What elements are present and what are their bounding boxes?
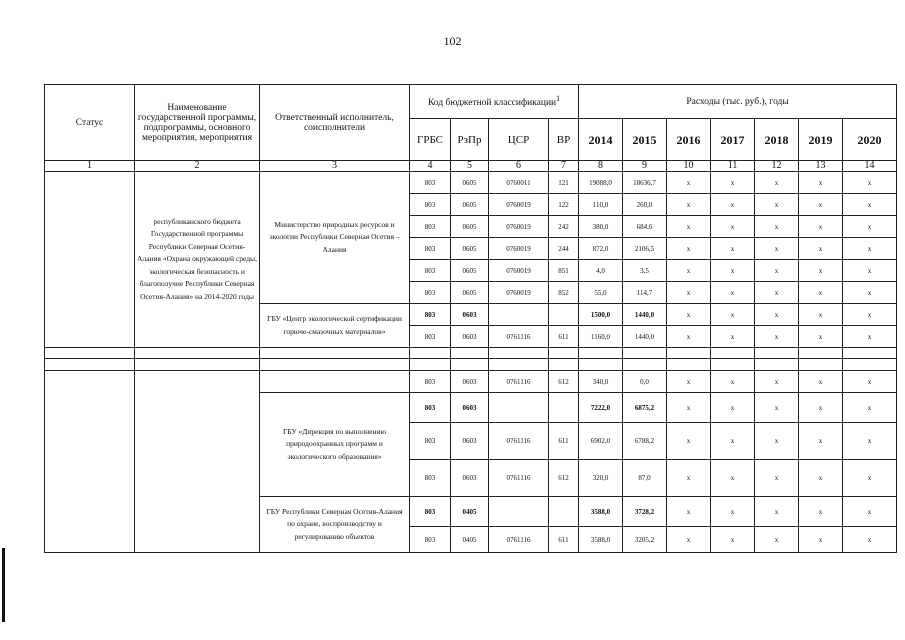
- empty-cell: [667, 359, 711, 371]
- name-cell: [135, 371, 260, 553]
- y2014-cell: 1500,0: [579, 304, 623, 326]
- vr-cell: [549, 497, 579, 527]
- x-cell: х: [755, 326, 799, 348]
- x-cell: х: [843, 304, 897, 326]
- x-cell: х: [799, 260, 843, 282]
- x-cell: х: [799, 238, 843, 260]
- csr-cell: 0761116: [489, 460, 549, 497]
- csr-cell: [489, 304, 549, 326]
- x-cell: х: [667, 194, 711, 216]
- vr-cell: 612: [549, 460, 579, 497]
- x-cell: х: [711, 282, 755, 304]
- vr-cell: [549, 393, 579, 423]
- x-cell: х: [755, 423, 799, 460]
- y2014-cell: 1160,0: [579, 326, 623, 348]
- x-cell: х: [667, 393, 711, 423]
- x-cell: х: [711, 371, 755, 393]
- rzpr-cell: 0405: [451, 497, 489, 527]
- x-cell: х: [843, 371, 897, 393]
- y2015-cell: 114,7: [623, 282, 667, 304]
- empty-cell: [45, 359, 135, 371]
- header-code-csr: ЦСР: [489, 119, 549, 161]
- executor-center-cell: ГБУ «Центр экологической сертификации горюче-смазочных материалов»: [260, 304, 410, 348]
- header-year-2019: 2019: [799, 119, 843, 161]
- x-cell: х: [667, 423, 711, 460]
- grbs-cell: 803: [410, 326, 451, 348]
- rzpr-cell: 0605: [451, 260, 489, 282]
- rzpr-cell: 0605: [451, 238, 489, 260]
- x-cell: х: [755, 371, 799, 393]
- grbs-cell: 803: [410, 423, 451, 460]
- y2015-cell: 87,0: [623, 460, 667, 497]
- vr-cell: 611: [549, 527, 579, 553]
- y2015-cell: 6875,2: [623, 393, 667, 423]
- x-cell: х: [711, 326, 755, 348]
- executor-ministry-cell: Министерство природных ресурсов и экологии Республики Северная Осетия – Алания: [260, 172, 410, 304]
- header-expenses: Расходы (тыс. руб.), годы: [579, 85, 897, 119]
- col-number: 1: [45, 161, 135, 172]
- scan-edge-mark: [2, 548, 5, 622]
- col-number: 7: [549, 161, 579, 172]
- rzpr-cell: 0605: [451, 282, 489, 304]
- x-cell: х: [843, 260, 897, 282]
- empty-cell: [410, 359, 451, 371]
- x-cell: х: [711, 423, 755, 460]
- empty-cell: [549, 359, 579, 371]
- x-cell: х: [667, 238, 711, 260]
- col-number: 13: [799, 161, 843, 172]
- empty-cell: [667, 348, 711, 359]
- y2014-cell: 4,0: [579, 260, 623, 282]
- empty-cell: [843, 359, 897, 371]
- csr-cell: 0760019: [489, 282, 549, 304]
- csr-cell: 0760019: [489, 260, 549, 282]
- column-number-row: [45, 161, 897, 172]
- rzpr-cell: 0603: [451, 304, 489, 326]
- x-cell: х: [843, 527, 897, 553]
- grbs-cell: 803: [410, 260, 451, 282]
- x-cell: х: [755, 527, 799, 553]
- empty-cell: [135, 348, 260, 359]
- x-cell: х: [711, 172, 755, 194]
- col-number: 10: [667, 161, 711, 172]
- x-cell: х: [843, 194, 897, 216]
- executor-directorate-cell: ГБУ «Дирекция по выполнению природоохранных программ и экологического образования»: [260, 393, 410, 497]
- empty-cell: [623, 348, 667, 359]
- x-cell: х: [843, 393, 897, 423]
- header-kbk-footnote: 1: [556, 94, 561, 104]
- grbs-cell: 803: [410, 371, 451, 393]
- empty-cell: [579, 348, 623, 359]
- x-cell: х: [667, 326, 711, 348]
- x-cell: х: [843, 326, 897, 348]
- status-cell: [45, 172, 135, 348]
- rzpr-cell: 0603: [451, 371, 489, 393]
- grbs-cell: 803: [410, 238, 451, 260]
- x-cell: х: [755, 238, 799, 260]
- rzpr-cell: 0603: [451, 393, 489, 423]
- y2014-cell: 320,0: [579, 460, 623, 497]
- csr-cell: 0761116: [489, 527, 549, 553]
- x-cell: х: [755, 216, 799, 238]
- x-cell: х: [799, 423, 843, 460]
- y2015-cell: 3,5: [623, 260, 667, 282]
- y2014-cell: 6902,0: [579, 423, 623, 460]
- x-cell: х: [799, 371, 843, 393]
- rzpr-cell: 0405: [451, 527, 489, 553]
- empty-cell: [755, 359, 799, 371]
- y2014-cell: 3588,0: [579, 497, 623, 527]
- x-cell: х: [799, 393, 843, 423]
- grbs-cell: 803: [410, 460, 451, 497]
- vr-cell: 852: [549, 282, 579, 304]
- header-year-2015: 2015: [623, 119, 667, 161]
- col-number: 11: [711, 161, 755, 172]
- vr-cell: 611: [549, 423, 579, 460]
- x-cell: х: [843, 460, 897, 497]
- y2014-cell: 872,0: [579, 238, 623, 260]
- col-number: 6: [489, 161, 549, 172]
- x-cell: х: [843, 282, 897, 304]
- y2015-cell: 2106,5: [623, 238, 667, 260]
- empty-cell: [755, 348, 799, 359]
- empty-cell: [451, 359, 489, 371]
- x-cell: х: [799, 326, 843, 348]
- x-cell: х: [667, 172, 711, 194]
- x-cell: х: [711, 238, 755, 260]
- y2015-cell: 1440,0: [623, 304, 667, 326]
- rzpr-cell: 0603: [451, 326, 489, 348]
- page-number: 102: [443, 34, 462, 48]
- executor-cell: [260, 371, 410, 393]
- col-number: 12: [755, 161, 799, 172]
- gap-row: [45, 348, 897, 359]
- col-number: 4: [410, 161, 451, 172]
- x-cell: х: [755, 304, 799, 326]
- x-cell: х: [711, 216, 755, 238]
- empty-cell: [549, 348, 579, 359]
- csr-cell: 0760011: [489, 172, 549, 194]
- x-cell: х: [667, 497, 711, 527]
- empty-cell: [843, 348, 897, 359]
- empty-cell: [799, 348, 843, 359]
- executor-protection-cell: ГБУ Республики Северная Осетия-Алания по охране, воспроизводству и регулированию объектов: [260, 497, 410, 553]
- csr-cell: [489, 497, 549, 527]
- x-cell: х: [843, 497, 897, 527]
- empty-cell: [45, 348, 135, 359]
- x-cell: х: [755, 172, 799, 194]
- x-cell: х: [711, 497, 755, 527]
- header-executor: Ответственный исполнитель, соисполнители: [260, 85, 410, 161]
- grbs-cell: 803: [410, 393, 451, 423]
- y2014-cell: 340,0: [579, 371, 623, 393]
- csr-cell: 0760019: [489, 238, 549, 260]
- table-row: [45, 371, 897, 393]
- x-cell: х: [799, 304, 843, 326]
- x-cell: х: [755, 194, 799, 216]
- empty-cell: [260, 348, 410, 359]
- y2015-cell: 260,0: [623, 194, 667, 216]
- x-cell: х: [799, 172, 843, 194]
- x-cell: х: [755, 260, 799, 282]
- header-kbk: [410, 85, 579, 119]
- x-cell: х: [711, 460, 755, 497]
- header-name: Наименование государственной программы, подпрограммы, основного мероприятия, мероприятия: [135, 85, 260, 161]
- rzpr-cell: 0605: [451, 216, 489, 238]
- x-cell: х: [755, 393, 799, 423]
- empty-cell: [489, 348, 549, 359]
- vr-cell: 612: [549, 371, 579, 393]
- x-cell: х: [711, 527, 755, 553]
- y2014-cell: 7222,0: [579, 393, 623, 423]
- header-code-grbs: ГРБС: [410, 119, 451, 161]
- empty-cell: [451, 348, 489, 359]
- header-year-2016: 2016: [667, 119, 711, 161]
- empty-cell: [711, 348, 755, 359]
- col-number: 2: [135, 161, 260, 172]
- grbs-cell: 803: [410, 304, 451, 326]
- x-cell: х: [711, 260, 755, 282]
- x-cell: х: [667, 527, 711, 553]
- grbs-cell: 803: [410, 282, 451, 304]
- x-cell: х: [711, 194, 755, 216]
- x-cell: х: [799, 194, 843, 216]
- x-cell: х: [667, 260, 711, 282]
- table-row: [45, 172, 897, 194]
- x-cell: х: [799, 460, 843, 497]
- budget-table: [44, 84, 897, 553]
- rzpr-cell: 0605: [451, 194, 489, 216]
- y2014-cell: 380,0: [579, 216, 623, 238]
- rzpr-cell: 0603: [451, 423, 489, 460]
- vr-cell: 244: [549, 238, 579, 260]
- y2015-cell: 3205,2: [623, 527, 667, 553]
- x-cell: х: [667, 460, 711, 497]
- empty-cell: [489, 359, 549, 371]
- y2015-cell: 18636,7: [623, 172, 667, 194]
- header-row-top: [45, 85, 897, 119]
- empty-cell: [410, 348, 451, 359]
- csr-cell: 0761116: [489, 326, 549, 348]
- header-year-2014: 2014: [579, 119, 623, 161]
- x-cell: х: [711, 393, 755, 423]
- csr-cell: 0761116: [489, 371, 549, 393]
- empty-cell: [711, 359, 755, 371]
- vr-cell: 121: [549, 172, 579, 194]
- y2015-cell: 1440,0: [623, 326, 667, 348]
- csr-cell: 0760019: [489, 216, 549, 238]
- rzpr-cell: 0603: [451, 460, 489, 497]
- x-cell: х: [799, 216, 843, 238]
- rzpr-cell: 0605: [451, 172, 489, 194]
- empty-cell: [135, 359, 260, 371]
- x-cell: х: [799, 497, 843, 527]
- x-cell: х: [711, 304, 755, 326]
- header-code-rzpr: РзПр: [451, 119, 489, 161]
- y2014-cell: 110,0: [579, 194, 623, 216]
- vr-cell: 851: [549, 260, 579, 282]
- vr-cell: 611: [549, 326, 579, 348]
- x-cell: х: [843, 238, 897, 260]
- grbs-cell: 803: [410, 527, 451, 553]
- y2015-cell: 0,0: [623, 371, 667, 393]
- vr-cell: 122: [549, 194, 579, 216]
- y2014-cell: 3588,0: [579, 527, 623, 553]
- csr-cell: 0761116: [489, 423, 549, 460]
- col-number: 14: [843, 161, 897, 172]
- x-cell: х: [799, 527, 843, 553]
- empty-cell: [623, 359, 667, 371]
- col-number: 5: [451, 161, 489, 172]
- x-cell: х: [667, 371, 711, 393]
- x-cell: х: [667, 216, 711, 238]
- csr-cell: [489, 393, 549, 423]
- vr-cell: [549, 304, 579, 326]
- y2015-cell: 3728,2: [623, 497, 667, 527]
- header-year-2020: 2020: [843, 119, 897, 161]
- empty-cell: [579, 359, 623, 371]
- x-cell: х: [755, 497, 799, 527]
- grbs-cell: 803: [410, 216, 451, 238]
- vr-cell: 242: [549, 216, 579, 238]
- x-cell: х: [667, 304, 711, 326]
- header-code-vr: ВР: [549, 119, 579, 161]
- program-name-cell: республиканского бюджета Государственной программы Республики Северная Осетия-Алания «Охрана окружающей среды, экологическая безопасность и благополучие Республики Северная Осетия-Алания» на 2014-2020 годы: [135, 172, 260, 348]
- x-cell: х: [843, 216, 897, 238]
- header-status: Статус: [45, 85, 135, 161]
- header-year-2018: 2018: [755, 119, 799, 161]
- grbs-cell: 803: [410, 194, 451, 216]
- grbs-cell: 803: [410, 497, 451, 527]
- x-cell: х: [755, 282, 799, 304]
- col-number: 8: [579, 161, 623, 172]
- empty-cell: [799, 359, 843, 371]
- y2014-cell: 55,0: [579, 282, 623, 304]
- y2014-cell: 19088,0: [579, 172, 623, 194]
- x-cell: х: [843, 172, 897, 194]
- status-cell: [45, 371, 135, 553]
- empty-cell: [260, 359, 410, 371]
- csr-cell: 0760019: [489, 194, 549, 216]
- col-number: 9: [623, 161, 667, 172]
- col-number: 3: [260, 161, 410, 172]
- header-year-2017: 2017: [711, 119, 755, 161]
- y2015-cell: 684,6: [623, 216, 667, 238]
- x-cell: х: [843, 423, 897, 460]
- grbs-cell: 803: [410, 172, 451, 194]
- header-kbk-text: Код бюджетной классификации: [427, 98, 557, 109]
- x-cell: х: [799, 282, 843, 304]
- x-cell: х: [667, 282, 711, 304]
- gap-row: [45, 359, 897, 371]
- x-cell: х: [755, 460, 799, 497]
- y2015-cell: 6788,2: [623, 423, 667, 460]
